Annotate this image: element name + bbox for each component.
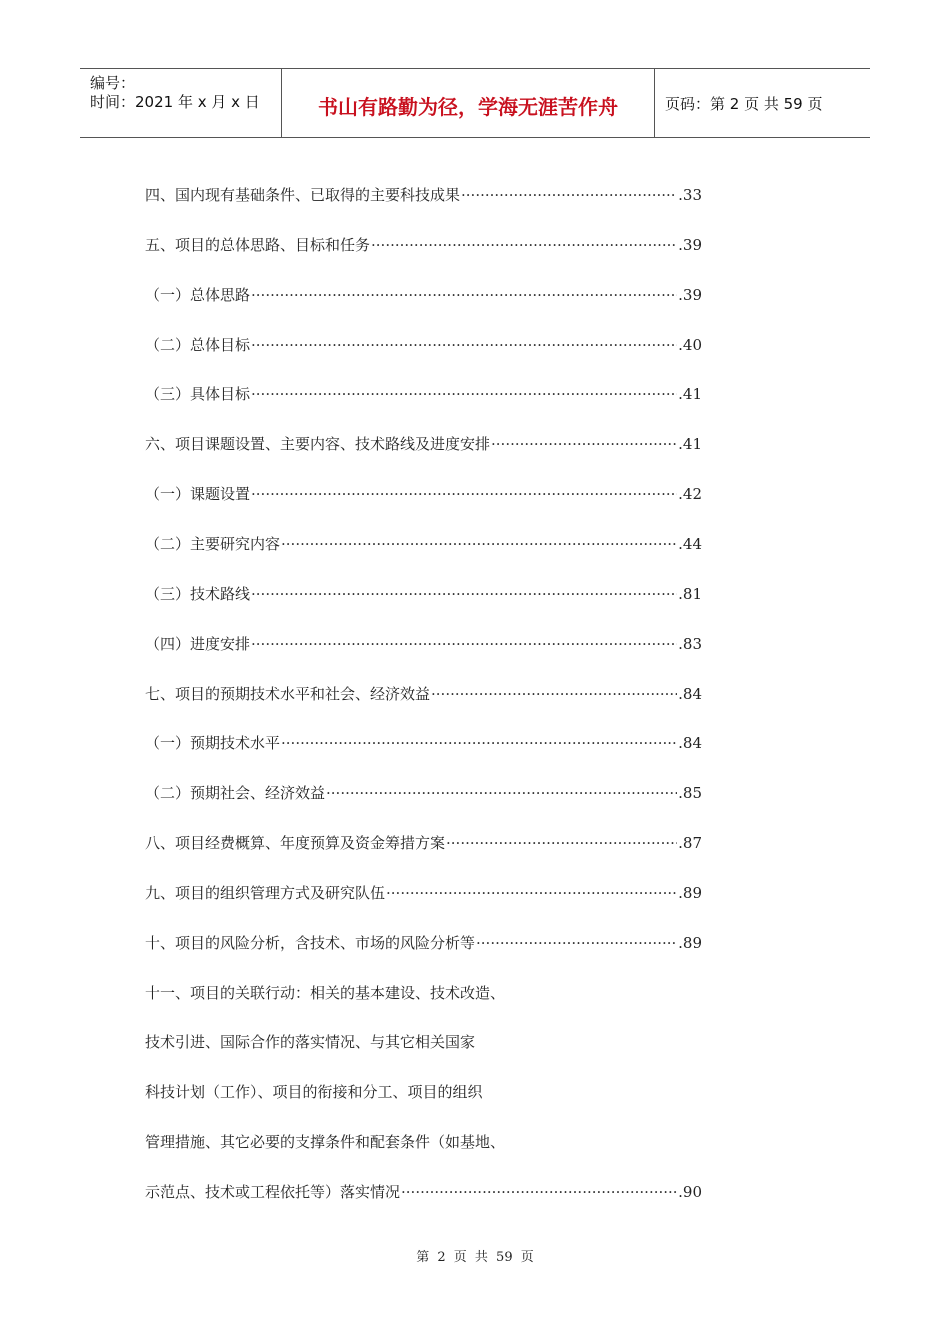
toc-entry-title: （三）具体目标 <box>145 385 251 404</box>
toc-entry-page: .40 <box>678 335 702 354</box>
page-header <box>80 68 870 138</box>
toc-leader-dots <box>446 830 677 856</box>
toc-entry[interactable] <box>145 980 702 1006</box>
toc-entry-page: .83 <box>678 634 702 653</box>
toc-entry[interactable] <box>145 930 702 956</box>
toc-entry[interactable] <box>145 631 702 657</box>
toc-leader-dots <box>251 631 677 657</box>
toc-entry[interactable] <box>145 1029 702 1055</box>
toc-leader-dots <box>251 282 677 308</box>
toc-entry-title: （二）主要研究内容 <box>145 534 281 553</box>
toc-entry-title: 十、项目的风险分析，含技术、市场的风险分析等 <box>145 933 476 952</box>
toc-entry[interactable] <box>145 780 702 806</box>
toc-entry[interactable] <box>145 830 702 856</box>
toc-entry-title: 十一、项目的关联行动：相关的基本建设、技术改造、 <box>145 983 506 1002</box>
toc-entry[interactable] <box>145 182 702 208</box>
document-date: 时间：2021 年 x 月 x 日 <box>90 93 260 111</box>
toc-entry[interactable] <box>145 481 702 507</box>
toc-entry-title: 管理措施、其它必要的支撑条件和配套条件（如基地、 <box>145 1133 506 1152</box>
toc-entry-page: .41 <box>678 435 702 454</box>
toc-entry[interactable] <box>145 282 702 308</box>
toc-leader-dots <box>491 431 677 457</box>
toc-leader-dots <box>251 332 677 358</box>
header-meta-cell <box>80 69 282 137</box>
page-footer: 第 2 页 共 59 页 <box>416 1250 534 1265</box>
toc-entry-page: .87 <box>678 834 702 853</box>
toc-leader-dots <box>401 1179 677 1205</box>
toc-entry-title: 五、项目的总体思路、目标和任务 <box>145 235 371 254</box>
toc-entry-title: （三）技术路线 <box>145 584 251 603</box>
toc-entry[interactable] <box>145 531 702 557</box>
toc-entry-page: .85 <box>678 784 702 803</box>
toc-entry-title: （一）课题设置 <box>145 485 251 504</box>
toc-entry[interactable] <box>145 332 702 358</box>
toc-entry[interactable] <box>145 232 702 258</box>
toc-entry-page: .41 <box>678 385 702 404</box>
toc-entry-title: 技术引进、国际合作的落实情况、与其它相关国家 <box>145 1033 476 1052</box>
toc-leader-dots <box>371 232 677 258</box>
toc-entry[interactable] <box>145 1129 702 1155</box>
toc-entry-page: .39 <box>678 235 702 254</box>
toc-leader-dots <box>251 481 677 507</box>
toc-leader-dots <box>476 930 677 956</box>
toc-entry-page: .44 <box>678 534 702 553</box>
toc-entry-title: （一）总体思路 <box>145 285 251 304</box>
toc-entry[interactable] <box>145 581 702 607</box>
toc-leader-dots <box>461 182 677 208</box>
toc-entry-page: .84 <box>678 684 702 703</box>
toc-entry-title: （一）预期技术水平 <box>145 734 281 753</box>
toc-entry-title: 八、项目经费概算、年度预算及资金筹措方案 <box>145 834 446 853</box>
toc-entry-page: .89 <box>678 933 702 952</box>
toc-entry-page: .81 <box>678 584 702 603</box>
toc-entry[interactable] <box>145 1079 702 1105</box>
toc-entry[interactable] <box>145 1179 702 1205</box>
toc-leader-dots <box>431 681 677 707</box>
toc-leader-dots <box>251 581 677 607</box>
toc-entry-title: 六、项目课题设置、主要内容、技术路线及进度安排 <box>145 435 491 454</box>
toc-entry-page: .90 <box>678 1183 702 1201</box>
toc-entry[interactable] <box>145 730 702 756</box>
toc-leader-dots <box>281 730 677 756</box>
toc-entry-title: （四）进度安排 <box>145 634 251 653</box>
toc-entry-title: （二）预期社会、经济效益 <box>145 784 326 803</box>
header-page-info: 页码：第 2 页 共 59 页 <box>665 95 823 113</box>
toc-entry-page: .42 <box>678 485 702 504</box>
toc-entry-title: 四、国内现有基础条件、已取得的主要科技成果 <box>145 186 461 204</box>
header-slogan-cell <box>282 69 655 137</box>
document-number-label: 编号： <box>90 74 136 92</box>
toc-leader-dots <box>281 531 677 557</box>
toc-entry-page: .33 <box>678 186 702 204</box>
toc-leader-dots <box>326 780 677 806</box>
header-page-cell <box>655 69 870 137</box>
toc-entry-page: .39 <box>678 285 702 304</box>
toc-entry-title: 科技计划（工作）、项目的衔接和分工、项目的组织 <box>145 1083 483 1102</box>
toc-leader-dots <box>251 381 677 407</box>
toc-entry[interactable] <box>145 880 702 906</box>
toc-entry-page: .89 <box>678 883 702 902</box>
toc-leader-dots <box>386 880 677 906</box>
toc-entry[interactable] <box>145 681 702 707</box>
toc-entry[interactable] <box>145 431 702 457</box>
toc-entry-title: 九、项目的组织管理方式及研究队伍 <box>145 883 386 902</box>
header-slogan: 书山有路勤为径，学海无涯苦作舟 <box>318 95 618 119</box>
toc-entry-title: （二）总体目标 <box>145 335 251 354</box>
toc-entry-title: 七、项目的预期技术水平和社会、经济效益 <box>145 684 431 703</box>
toc-entry-title: 示范点、技术或工程依托等）落实情况 <box>145 1183 401 1201</box>
toc-entry[interactable] <box>145 381 702 407</box>
toc-entry-page: .84 <box>678 734 702 753</box>
